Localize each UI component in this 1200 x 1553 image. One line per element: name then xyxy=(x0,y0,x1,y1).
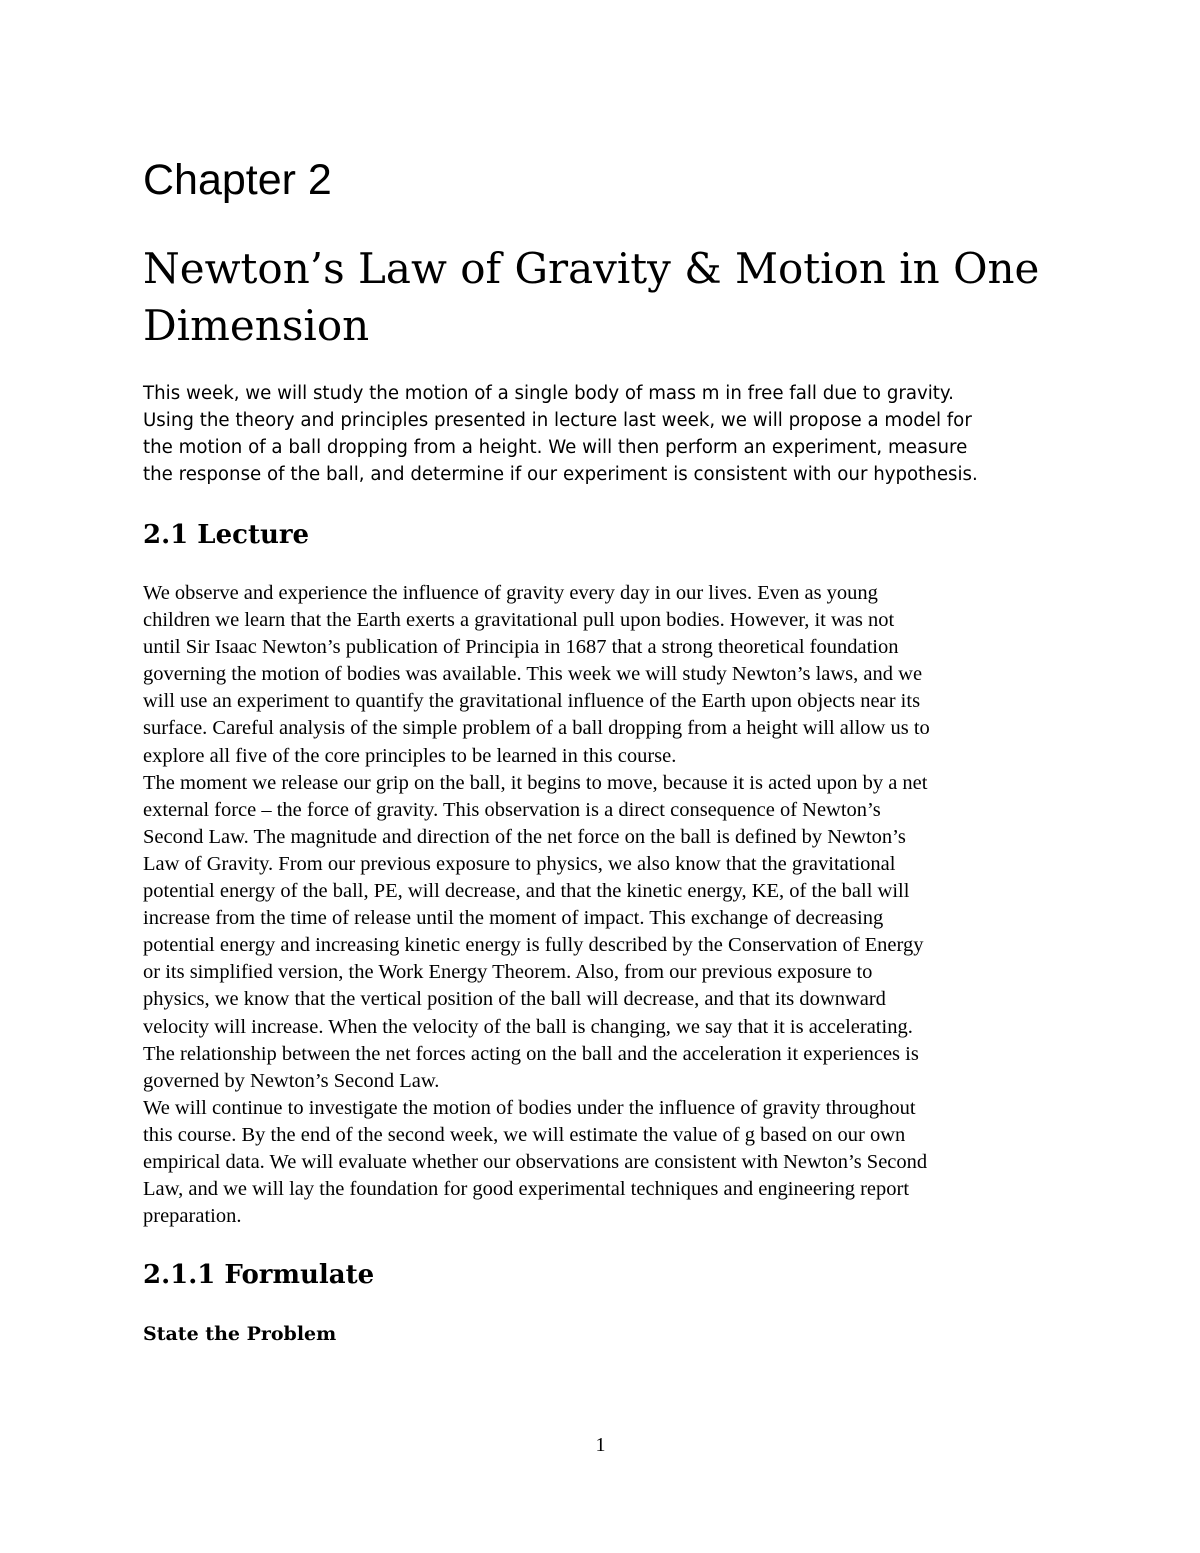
body-line: external force – the force of gravity. This observation is a direct consequence of Newton’s xyxy=(143,798,881,821)
body-line: potential energy and increasing kinetic energy is fully described by the Conservation of Energy xyxy=(143,934,924,957)
body-line: until Sir Isaac Newton’s publication of Principia in 1687 that a strong theoretical foundation xyxy=(143,636,899,659)
subsection-subheading: State the Problem xyxy=(143,1323,337,1345)
body-line: The relationship between the net forces acting on the ball and the acceleration it experiences is xyxy=(143,1042,919,1065)
intro-line: This week, we will study the motion of a single body of mass m in free fall due to gravity. xyxy=(143,383,954,404)
body-line: children we learn that the Earth exerts a gravitational pull upon bodies. However, it was not xyxy=(143,609,895,632)
body-line: this course. By the end of the second week, we will estimate the value of g based on our own xyxy=(143,1123,906,1146)
document-page xyxy=(143,0,1058,1553)
body-line: surface. Careful analysis of the simple problem of a ball dropping from a height will allow us to xyxy=(143,717,930,740)
body-line: governed by Newton’s Second Law. xyxy=(143,1069,440,1092)
body-line: We observe and experience the influence of gravity every day in our lives. Even as young xyxy=(143,582,878,604)
chapter-title: Newton’s Law of Gravity & Motion in One Dimension xyxy=(143,244,1040,350)
body-line: We will continue to investigate the motion of bodies under the influence of gravity throughout xyxy=(143,1096,916,1119)
body-line: governing the motion of bodies was available. This week we will study Newton’s laws, and we xyxy=(143,663,923,686)
body-line: preparation. xyxy=(143,1205,242,1228)
intro-line: the motion of a ball dropping from a height. We will then perform an experiment, measure xyxy=(143,437,968,458)
body-line: explore all five of the core principles to be learned in this course. xyxy=(143,744,677,767)
intro-line: the response of the ball, and determine if our experiment is consistent with our hypothesis. xyxy=(143,464,978,485)
body-line: increase from the time of release until the moment of impact. This exchange of decreasing xyxy=(143,907,884,930)
intro-paragraph xyxy=(143,380,1058,488)
body-line: Law, and we will lay the foundation for good experimental techniques and engineering report xyxy=(143,1178,910,1201)
page-number-footer xyxy=(143,1432,1058,1458)
lecture-body xyxy=(143,580,1058,1230)
body-line: potential energy of the ball, PE, will decrease, and that the kinetic energy, KE, of the ball will xyxy=(143,880,910,903)
body-line: or its simplified version, the Work Energy Theorem. Also, from our previous exposure to xyxy=(143,961,873,984)
body-line: Second Law. The magnitude and direction of the net force on the ball is defined by Newton’s xyxy=(143,825,906,848)
body-line: Law of Gravity. From our previous exposure to physics, we also know that the gravitational xyxy=(143,852,896,875)
subsection-heading: 2.1.1 Formulate xyxy=(143,1260,375,1290)
page-number: 1 xyxy=(595,1434,606,1456)
body-line: physics, we know that the vertical position of the ball will decrease, and that its downward xyxy=(143,988,886,1011)
body-line: velocity will increase. When the velocity of the ball is changing, we say that it is accelerating. xyxy=(143,1015,913,1038)
body-line: The moment we release our grip on the ball, it begins to move, because it is acted upon by a net xyxy=(143,771,928,794)
body-line: will use an experiment to quantify the gravitational influence of the Earth upon objects near its xyxy=(143,690,921,713)
section-heading: 2.1 Lecture xyxy=(143,520,310,550)
chapter-label: Chapter 2 xyxy=(143,156,332,204)
intro-line: Using the theory and principles presented in lecture last week, we will propose a model for xyxy=(143,410,972,431)
body-line: empirical data. We will evaluate whether our observations are consistent with Newton’s Second xyxy=(143,1150,928,1173)
